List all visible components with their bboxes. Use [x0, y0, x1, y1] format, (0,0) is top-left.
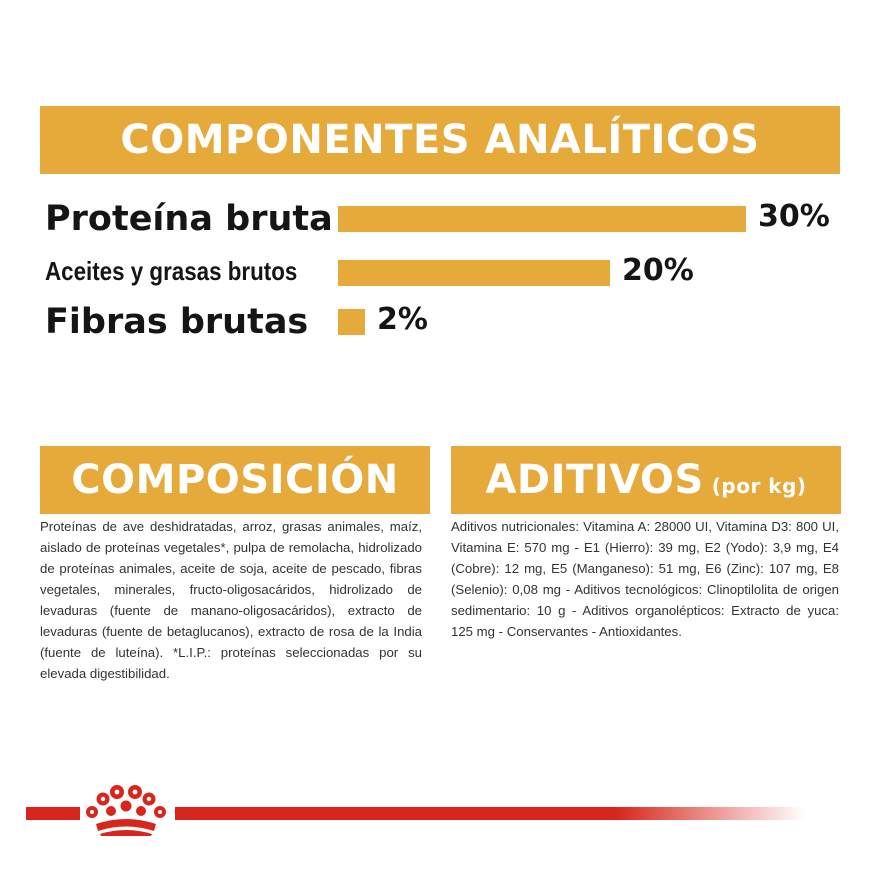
- royal-canin-crown-icon: [82, 784, 170, 836]
- composition-banner: [40, 446, 430, 514]
- row-fiber-label: Fibras brutas: [45, 302, 309, 342]
- bar-fats: [338, 260, 610, 286]
- row-protein-label: Proteína bruta: [45, 199, 333, 239]
- bar-fiber: [338, 309, 365, 335]
- row-fats-value: 20%: [622, 253, 694, 288]
- brand-line-left: [26, 807, 80, 820]
- additives-banner: [451, 446, 841, 514]
- row-protein-value: 30%: [758, 199, 830, 234]
- row-fiber-value: 2%: [377, 302, 428, 337]
- bar-protein: [338, 206, 746, 232]
- additives-text: Aditivos nutricionales: Vitamina A: 28000 UI, Vitamina D3: 800 UI, Vitamina E: 570 mg - E1 (Hierro): 39 mg, E2 (Yodo): 3,9 mg, E4 (Cobre): 12 mg, E5 (Manganeso): 51 mg, E6 (Zinc): 107 mg, E8 (Selenio): 0,08 mg - Aditivos tecnológicos: Clinoptilolita de origen sedimentario: 10 g - Aditivos organolépticos: Extracto de yuca: 125 mg - Conservantes - Antioxidantes.: [451, 519, 839, 639]
- brand-line-right: [175, 807, 805, 820]
- additives-title: ADITIVOS: [485, 457, 704, 503]
- analytical-components-banner: [40, 106, 840, 174]
- row-fats-label: Aceites y grasas brutos: [45, 256, 298, 286]
- additives-subtitle: (por kg): [711, 474, 807, 498]
- composition-title: COMPOSICIÓN: [71, 457, 399, 503]
- composition-text: Proteínas de ave deshidratadas, arroz, grasas animales, maíz, aislado de proteínas vegetales*, pulpa de remolacha, hidrolizado de proteínas animales, aceite de soja, aceite de pescado, fibras vegetales, minerales, fructo-oligosacáridos, hidrolizado de levaduras (fuente de manano-oligosacáridos), extracto de levaduras (fuente de betaglucanos), extracto de rosa de la India (fuente de luteína). *L.I.P.: proteínas seleccionadas por su elevada digestibilidad.: [40, 519, 422, 681]
- analytical-components-title: COMPONENTES ANALÍTICOS: [120, 117, 760, 163]
